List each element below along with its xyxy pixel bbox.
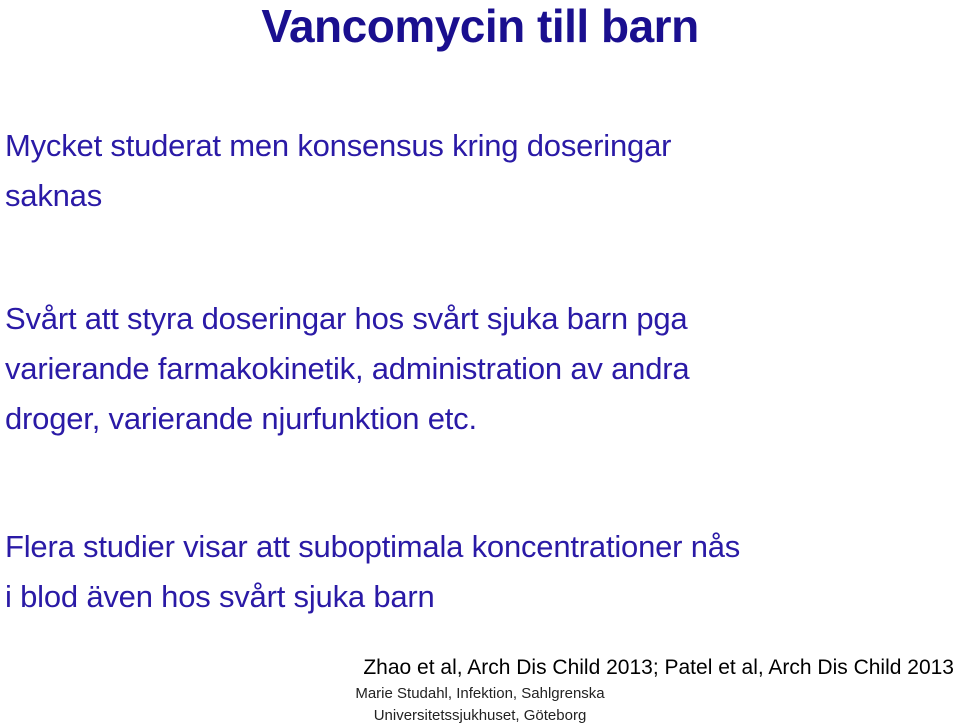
footer-author: Marie Studahl, Infektion, Sahlgrenska (355, 685, 605, 702)
paragraph-1-line-1: Mycket studerat men konsensus kring doseringar (5, 128, 672, 163)
paragraph-2-line-2: varierande farmakokinetik, administration av andra (5, 351, 690, 386)
footer-institution: Universitetssjukhuset, Göteborg (373, 707, 587, 724)
paragraph-3-line-2: i blod även hos svårt sjuka barn (5, 579, 435, 614)
slide-title: Vancomycin till barn (261, 0, 699, 52)
paragraph-3 (5, 522, 740, 622)
paragraph-2-line-3: droger, varierande njurfunktion etc. (5, 401, 477, 436)
paragraph-3-line-1: Flera studier visar att suboptimala koncentrationer nås (5, 529, 741, 564)
paragraph-1-line-2: saknas (5, 178, 103, 213)
reference-citation: Zhao et al, Arch Dis Child 2013; Patel et al, Arch Dis Child 2013 (363, 656, 954, 679)
paragraph-1 (5, 121, 671, 221)
paragraph-2-line-1: Svårt att styra doseringar hos svårt sjuka barn pga (5, 301, 688, 336)
paragraph-2 (5, 294, 689, 444)
